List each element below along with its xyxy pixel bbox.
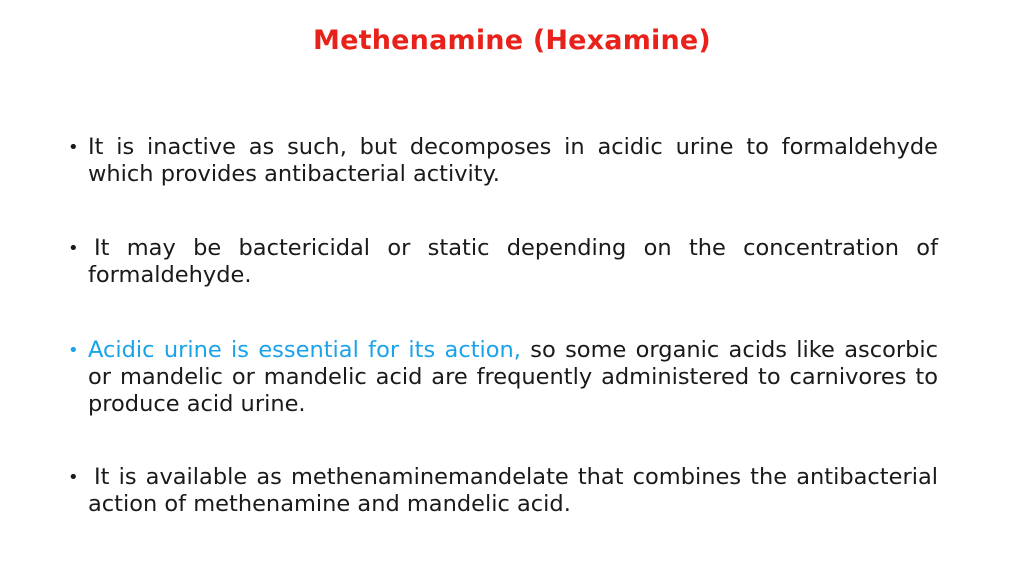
bullet-dot-icon: • bbox=[68, 238, 79, 259]
bullet-dot-icon: • bbox=[68, 340, 79, 361]
bullet-text: It is inactive as such, but decomposes in acidic urine to formaldehyde which provides antibacterial activity. bbox=[88, 134, 938, 187]
bullet-item bbox=[66, 464, 938, 518]
bullet-text: so some organic acids like ascorbic or mandelic or mandelic acid are frequently administered to carnivores to produce acid urine. bbox=[88, 337, 938, 417]
bullet-item bbox=[66, 134, 938, 188]
bullet-item bbox=[66, 337, 938, 418]
slide-title: Methenamine (Hexamine) bbox=[313, 25, 711, 56]
bullet-item bbox=[66, 235, 938, 289]
bullet-text: It may be bactericidal or static depending on the concentration of formaldehyde. bbox=[88, 235, 938, 288]
bullet-dot-icon: • bbox=[68, 137, 79, 158]
bullet-text: It is available as methenaminemandelate that combines the antibacterial action of methenamine and mandelic acid. bbox=[88, 464, 938, 517]
bullet-highlight-text: Acidic urine is essential for its action, bbox=[88, 337, 521, 363]
bullet-dot-icon: • bbox=[68, 467, 79, 488]
